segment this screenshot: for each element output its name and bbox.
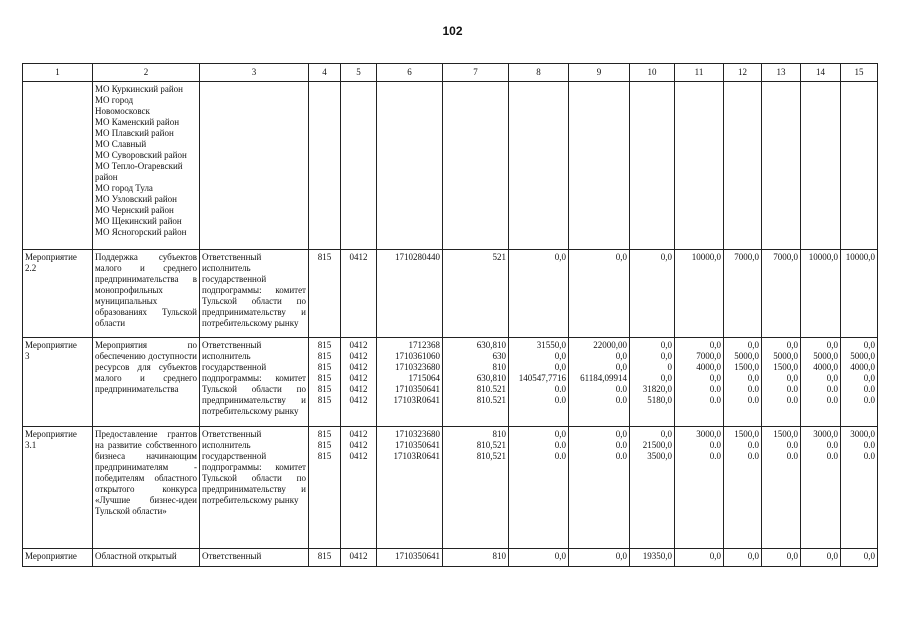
cell-line: 815 (317, 373, 332, 383)
amount-cell (724, 549, 762, 567)
code-cell (341, 250, 377, 338)
cell-line: 0.0 (709, 395, 721, 405)
cell-line: 1710361060 (395, 351, 440, 361)
cell-line: 0,0 (826, 340, 838, 350)
cell-line: 19350,0 (642, 551, 672, 561)
amount-cell (569, 427, 630, 549)
cell-text: Ответственный исполнитель государственной подпрограммы: комитет Тульской области по предпринимательству и потребительскому рынку (202, 340, 306, 416)
amount-cell (841, 82, 878, 250)
cell-text: МО Суворовский район (95, 150, 187, 160)
cell-line: 0.0 (615, 440, 627, 450)
amount-cell (841, 250, 878, 338)
cell-line: 1500,0 (773, 362, 798, 372)
cell-text: Областной открытый (95, 551, 177, 561)
amount-cell (801, 82, 841, 250)
cell-line: 0,0 (660, 429, 672, 439)
event-name-cell (23, 250, 93, 338)
cell-line: 810.521 (476, 395, 506, 405)
cell-text: МО Тепло-Огаревский (95, 161, 183, 171)
cell-line: 810,521 (476, 440, 506, 450)
cell-line: 0.0 (826, 451, 838, 461)
cell-line: 5000,0 (850, 351, 875, 361)
cell-line: 4000,0 (850, 362, 875, 372)
cell-text: Ответственный исполнитель государственной подпрограммы: комитет Тульской области по предпринимательству и потребительскому рынку (202, 429, 306, 505)
code-cell (309, 82, 341, 250)
cell-line: Мероприятие (25, 252, 77, 262)
amount-cell (509, 250, 569, 338)
amount-cell (724, 427, 762, 549)
cell-line: 0.0 (786, 451, 798, 461)
cell-text: Ответственный (202, 551, 262, 561)
cell-line: 7000,0 (696, 351, 721, 361)
cell-line: 1715064 (408, 373, 440, 383)
amount-cell (841, 338, 878, 427)
cell-line: 0.0 (554, 384, 566, 394)
cell-line: 21500,0 (642, 440, 672, 450)
cell-line: 810 (492, 551, 506, 561)
amount-cell (569, 250, 630, 338)
code-cell (341, 427, 377, 549)
code-cell (443, 338, 509, 427)
column-header: 5 (341, 64, 377, 82)
event-name-cell (23, 549, 93, 567)
cell-line: 1712368 (408, 340, 440, 350)
cell-line: 815 (317, 351, 332, 361)
cell-line: 1710280440 (395, 252, 440, 262)
amount-cell (630, 82, 675, 250)
cell-line: 0,0 (709, 340, 721, 350)
code-cell (443, 549, 509, 567)
cell-text: район (95, 172, 118, 182)
column-header: 15 (841, 64, 878, 82)
cell-line: 0,0 (826, 551, 838, 561)
amount-cell (762, 338, 801, 427)
cell-line: 0,0 (709, 551, 721, 561)
cell-line: 0,0 (660, 373, 672, 383)
amount-cell (675, 338, 724, 427)
cell-line: 815 (317, 451, 332, 461)
description-cell (93, 338, 200, 427)
cell-line: 0,0 (863, 340, 875, 350)
cell-line: 0412 (349, 373, 368, 383)
cell-line: 22000,00 (593, 340, 627, 350)
cell-line: 810,521 (476, 451, 506, 461)
executor-cell (200, 549, 309, 567)
cell-line: 815 (317, 440, 332, 450)
cell-line: 0,0 (863, 373, 875, 383)
cell-line: 3000,0 (813, 429, 838, 439)
code-cell (377, 250, 443, 338)
amount-cell (675, 549, 724, 567)
cell-text: МО Чернский район (95, 205, 174, 215)
cell-line: 0,0 (709, 373, 721, 383)
amount-cell (675, 427, 724, 549)
column-header: 1 (23, 64, 93, 82)
amount-cell (630, 338, 675, 427)
amount-cell (762, 250, 801, 338)
amount-cell (630, 250, 675, 338)
cell-line: 0,0 (786, 340, 798, 350)
amount-cell (724, 250, 762, 338)
cell-line: 0,0 (554, 551, 566, 561)
cell-line: 10000,0 (808, 252, 838, 262)
amount-cell (569, 549, 630, 567)
cell-line: 0,0 (863, 551, 875, 561)
code-cell (443, 250, 509, 338)
cell-line: 815 (317, 551, 332, 561)
code-cell (341, 549, 377, 567)
column-header: 6 (377, 64, 443, 82)
cell-line: 5000,0 (813, 351, 838, 361)
budget-table (22, 63, 878, 567)
column-header: 13 (762, 64, 801, 82)
code-cell (309, 549, 341, 567)
amount-cell (762, 549, 801, 567)
cell-line: 0,0 (660, 340, 672, 350)
cell-line: 3500,0 (647, 451, 672, 461)
cell-text: Мероприятия по обеспечению доступности ресурсов для субъектов малого и среднего предпринимательства (95, 340, 197, 394)
cell-line: 0.0 (615, 384, 627, 394)
executor-cell (200, 338, 309, 427)
cell-text: МО Щекинский район (95, 216, 182, 226)
cell-line: 810.521 (476, 384, 506, 394)
cell-line: 0412 (349, 551, 368, 561)
cell-line: 0,0 (554, 351, 566, 361)
cell-text: Предоставление грантов на развитие собственного бизнеса начинающим предпринимателям - победителям областного открытого конкурса «Лучшие бизнес-идеи Тульской области» (95, 429, 197, 516)
cell-line: 17103R0641 (393, 451, 440, 461)
executor-cell (200, 427, 309, 549)
cell-line: 0.0 (709, 440, 721, 450)
cell-line: 10000,0 (691, 252, 721, 262)
code-cell (443, 427, 509, 549)
cell-line: 3000,0 (696, 429, 721, 439)
cell-line: 0.0 (554, 451, 566, 461)
cell-text: МО Узловский район (95, 194, 177, 204)
code-cell (309, 427, 341, 549)
cell-line: 61184,09914 (580, 373, 627, 383)
column-header: 14 (801, 64, 841, 82)
cell-text: МО город (95, 95, 134, 105)
description-cell (93, 549, 200, 567)
cell-line: 3 (25, 351, 30, 361)
cell-line: 0,0 (747, 340, 759, 350)
table-row (23, 427, 878, 549)
cell-line: 0.0 (554, 395, 566, 405)
cell-line: 0,0 (615, 551, 627, 561)
code-cell (309, 250, 341, 338)
amount-cell (509, 549, 569, 567)
cell-line: 0.0 (863, 395, 875, 405)
cell-line: 630,810 (476, 373, 506, 383)
cell-line: 0.0 (826, 395, 838, 405)
cell-line: 7000,0 (773, 252, 798, 262)
cell-line: Мероприятие (25, 429, 77, 439)
column-header: 12 (724, 64, 762, 82)
cell-line: 0412 (349, 362, 368, 372)
amount-cell (630, 549, 675, 567)
amount-cell (801, 338, 841, 427)
cell-text: МО Ясногорский район (95, 227, 187, 237)
cell-line: 0412 (349, 440, 368, 450)
cell-line: 815 (317, 429, 332, 439)
cell-line: 3000,0 (850, 429, 875, 439)
cell-line: 0412 (349, 340, 368, 350)
amount-cell (801, 549, 841, 567)
cell-line: 5000,0 (734, 351, 759, 361)
cell-line: 2.2 (25, 263, 37, 273)
cell-line: Мероприятие (25, 340, 77, 350)
cell-line: 0412 (349, 351, 368, 361)
cell-line: 0.0 (615, 451, 627, 461)
cell-line: 521 (492, 252, 506, 262)
code-cell (377, 338, 443, 427)
cell-text: Поддержка субъектов малого и среднего предпринимательства в монопрофильных муниципальных образованиях Тульской области (95, 252, 197, 328)
cell-line: 0412 (349, 252, 368, 262)
cell-line: 7000,0 (734, 252, 759, 262)
amount-cell (841, 427, 878, 549)
cell-line: 0.0 (786, 384, 798, 394)
amount-cell (762, 427, 801, 549)
cell-text: МО Куркинский район (95, 84, 183, 94)
cell-text: Новомосковск (95, 106, 150, 116)
cell-line: 0,0 (615, 252, 627, 262)
amount-cell (569, 338, 630, 427)
cell-line: 1710323680 (395, 429, 440, 439)
cell-line: 31820,0 (642, 384, 672, 394)
cell-line: 0.0 (826, 440, 838, 450)
amount-cell (724, 82, 762, 250)
column-header: 3 (200, 64, 309, 82)
amount-cell (724, 338, 762, 427)
cell-line: 5000,0 (773, 351, 798, 361)
description-cell (93, 427, 200, 549)
cell-line: 815 (317, 395, 332, 405)
amount-cell (509, 82, 569, 250)
cell-line: 0412 (349, 395, 368, 405)
cell-line: 0.0 (709, 384, 721, 394)
cell-text: МО Славный (95, 139, 147, 149)
column-header: 8 (509, 64, 569, 82)
column-header: 10 (630, 64, 675, 82)
cell-line: 0.0 (747, 451, 759, 461)
column-header: 4 (309, 64, 341, 82)
table-row (23, 549, 878, 567)
amount-cell (801, 250, 841, 338)
cell-line: 10000,0 (845, 252, 875, 262)
column-header: 2 (93, 64, 200, 82)
cell-line: 0,0 (554, 429, 566, 439)
code-cell (341, 338, 377, 427)
cell-line: 0,0 (615, 362, 627, 372)
cell-line: 0.0 (863, 384, 875, 394)
cell-line: 0,0 (554, 362, 566, 372)
code-cell (377, 82, 443, 250)
cell-text: МО город Тула (95, 183, 153, 193)
code-cell (377, 427, 443, 549)
cell-line: 1710350641 (395, 384, 440, 394)
cell-line: 815 (317, 340, 332, 350)
cell-line: 0.0 (615, 395, 627, 405)
cell-line: 815 (317, 252, 332, 262)
event-name-cell (23, 427, 93, 549)
cell-line: 0,0 (615, 351, 627, 361)
table-row (23, 82, 878, 250)
amount-cell (801, 427, 841, 549)
cell-line: 0.0 (863, 451, 875, 461)
cell-line: 0,0 (786, 373, 798, 383)
cell-line: 4000,0 (696, 362, 721, 372)
cell-line: 3.1 (25, 440, 37, 450)
cell-line: 0412 (349, 451, 368, 461)
column-header: 7 (443, 64, 509, 82)
description-cell (93, 82, 200, 250)
cell-line: 0.0 (786, 395, 798, 405)
table-row (23, 250, 878, 338)
cell-line: 0,0 (786, 551, 798, 561)
cell-line: 0.0 (826, 384, 838, 394)
amount-cell (569, 82, 630, 250)
code-cell (341, 82, 377, 250)
cell-text: МО Плавский район (95, 128, 174, 138)
cell-line: 0412 (349, 429, 368, 439)
amount-cell (509, 338, 569, 427)
amount-cell (675, 82, 724, 250)
executor-cell (200, 82, 309, 250)
amount-cell (675, 250, 724, 338)
cell-line: 4000,0 (813, 362, 838, 372)
amount-cell (841, 549, 878, 567)
cell-line: 810 (492, 362, 506, 372)
cell-line: 0.0 (747, 395, 759, 405)
event-name-cell (23, 338, 93, 427)
column-header: 11 (675, 64, 724, 82)
cell-line: 630,810 (476, 340, 506, 350)
code-cell (443, 82, 509, 250)
cell-line: 810 (492, 429, 506, 439)
cell-text: Ответственный исполнитель государственной подпрограммы: комитет Тульской области по предпринимательству и потребительскому рынку (202, 252, 306, 328)
cell-line: Мероприятие (25, 551, 77, 561)
cell-line: 0,0 (554, 252, 566, 262)
cell-line: 0.0 (747, 440, 759, 450)
code-cell (309, 338, 341, 427)
executor-cell (200, 250, 309, 338)
cell-line: 0.0 (747, 384, 759, 394)
cell-line: 0,0 (747, 551, 759, 561)
cell-line: 0.0 (554, 440, 566, 450)
cell-text: МО Каменский район (95, 117, 180, 127)
event-name-cell (23, 82, 93, 250)
page-number: 102 (442, 24, 463, 38)
cell-line: 0.0 (709, 451, 721, 461)
table-header-row (23, 64, 878, 82)
cell-line: 0,0 (660, 252, 672, 262)
cell-line: 1710350641 (395, 551, 440, 561)
cell-line: 815 (317, 362, 332, 372)
table-row (23, 338, 878, 427)
cell-line: 0,0 (615, 429, 627, 439)
cell-line: 140547,7716 (518, 373, 566, 383)
cell-line: 1500,0 (734, 429, 759, 439)
cell-line: 630 (492, 351, 506, 361)
cell-line: 1710350641 (395, 440, 440, 450)
cell-line: 5180,0 (647, 395, 672, 405)
cell-line: 1500,0 (734, 362, 759, 372)
amount-cell (509, 427, 569, 549)
cell-line: 0.0 (786, 440, 798, 450)
cell-line: 1710323680 (395, 362, 440, 372)
cell-line: 0,0 (660, 351, 672, 361)
cell-line: 0,0 (747, 373, 759, 383)
column-header: 9 (569, 64, 630, 82)
amount-cell (762, 82, 801, 250)
code-cell (377, 549, 443, 567)
cell-line: 17103R0641 (393, 395, 440, 405)
description-cell (93, 250, 200, 338)
cell-line: 0,0 (826, 373, 838, 383)
cell-line: 815 (317, 384, 332, 394)
amount-cell (630, 427, 675, 549)
cell-line: 0412 (349, 384, 368, 394)
cell-line: 0 (667, 362, 672, 372)
cell-line: 0.0 (863, 440, 875, 450)
cell-line: 1500,0 (773, 429, 798, 439)
cell-line: 31550,0 (536, 340, 566, 350)
